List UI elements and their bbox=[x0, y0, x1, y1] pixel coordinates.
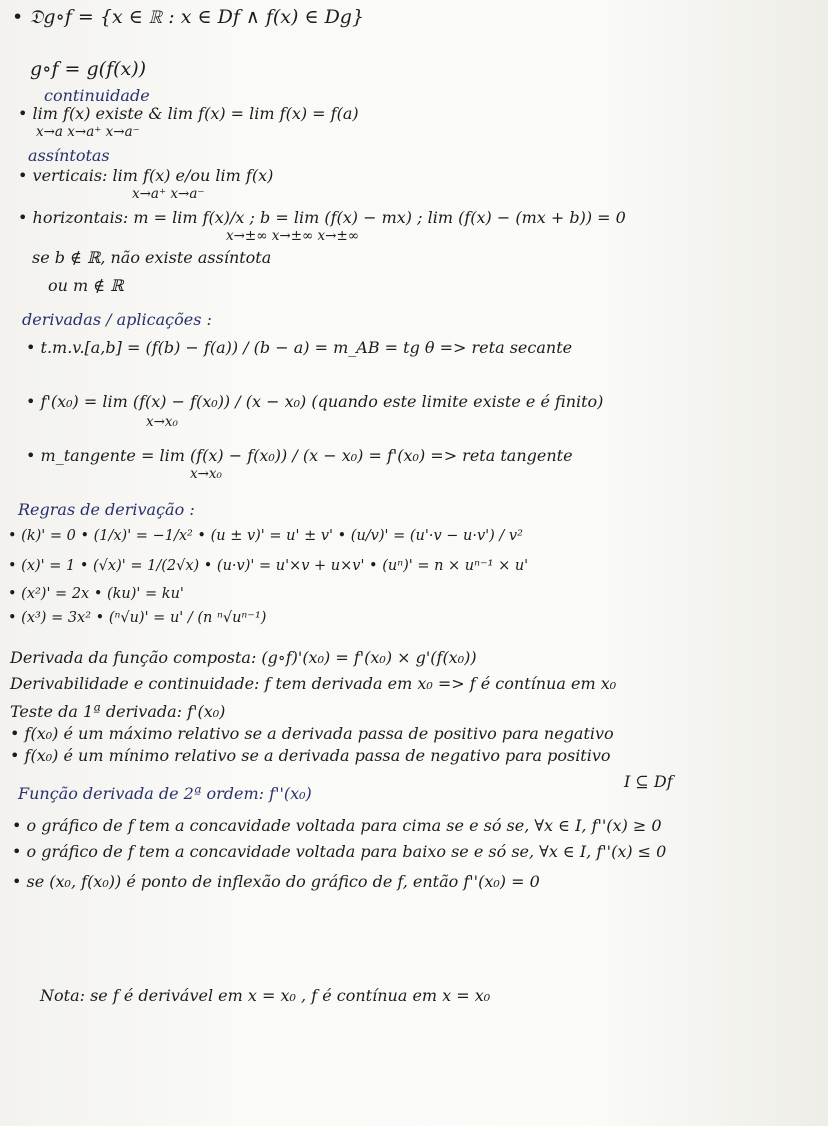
asymptote-note-2: ou m ∉ ℝ bbox=[48, 276, 124, 295]
relative-minimum: • f(x₀) é um mínimo relativo se a derivada passa de negativo para positivo bbox=[10, 746, 611, 765]
derivative-rules-row-3: • (x²)' = 2x • (ku)' = ku' bbox=[8, 586, 184, 602]
final-note: Nota: se f é derivável em x = x₀ , f é contínua em x = x₀ bbox=[40, 986, 491, 1005]
tangent-limit-subscript: x→x₀ bbox=[190, 466, 222, 482]
heading-continuidade: continuidade bbox=[44, 86, 150, 105]
composite-domain-definition: • 𝔇g∘f = {x ∈ ℝ : x ∈ Df ∧ f(x) ∈ Dg} bbox=[12, 6, 365, 28]
derivative-rules-row-4: • (x³) = 3x² • (ⁿ√u)' = u' / (n ⁿ√uⁿ⁻¹) bbox=[8, 610, 267, 626]
first-derivative-test: Teste da 1ª derivada: f'(x₀) bbox=[10, 702, 226, 721]
interval-subset-note: I ⊆ Df bbox=[624, 772, 673, 791]
concavity-down: • o gráfico de f tem a concavidade voltada para baixo se e só se, ∀x ∈ I, f''(x) ≤ 0 bbox=[12, 842, 667, 861]
chain-rule: Derivada da função composta: (g∘f)'(x₀) = f'(x₀) × g'(f(x₀)) bbox=[10, 648, 477, 667]
derivative-limit-subscript: x→x₀ bbox=[146, 414, 178, 430]
vertical-asymptotes-subscripts: x→a⁺ x→a⁻ bbox=[132, 186, 205, 202]
asymptote-note-1: se b ∉ ℝ, não existe assíntota bbox=[32, 248, 272, 267]
second-derivative-heading: Função derivada de 2ª ordem: f''(x₀) bbox=[18, 784, 312, 803]
heading-assintotas: assíntotas bbox=[28, 146, 110, 165]
heading-regras-derivacao: Regras de derivação : bbox=[18, 500, 195, 519]
inflection-point: • se (x₀, f(x₀)) é ponto de inflexão do gráfico de f, então f''(x₀) = 0 bbox=[12, 872, 540, 891]
composite-function-definition: g∘f = g(f(x)) bbox=[30, 58, 147, 80]
vertical-asymptotes: • verticais: lim f(x) e/ou lim f(x) bbox=[18, 166, 274, 185]
continuity-condition: • lim f(x) existe & lim f(x) = lim f(x) = f(a) bbox=[18, 104, 359, 123]
tangent-slope: • m_tangente = lim (f(x) − f(x₀)) / (x − x₀) = f'(x₀) => reta tangente bbox=[26, 446, 573, 465]
horizontal-asymptotes-subscripts: x→±∞ x→±∞ x→±∞ bbox=[226, 228, 360, 244]
derivative-rules-row-2: • (x)' = 1 • (√x)' = 1/(2√x) • (u·v)' = u'×v + u×v' • (uⁿ)' = n × uⁿ⁻¹ × u' bbox=[8, 558, 529, 574]
heading-derivadas-aplicacoes: derivadas / aplicações : bbox=[22, 310, 212, 329]
differentiability-continuity: Derivabilidade e continuidade: f tem derivada em x₀ => f é contínua em x₀ bbox=[10, 674, 617, 693]
concavity-up: • o gráfico de f tem a concavidade voltada para cima se e só se, ∀x ∈ I, f''(x) ≥ 0 bbox=[12, 816, 662, 835]
horizontal-asymptotes: • horizontais: m = lim f(x)/x ; b = lim (f(x) − mx) ; lim (f(x) − (mx + b)) = 0 bbox=[18, 208, 626, 227]
continuity-limit-subscripts: x→a x→a⁺ x→a⁻ bbox=[36, 124, 140, 140]
derivative-definition: • f'(x₀) = lim (f(x) − f(x₀)) / (x − x₀) (quando este limite existe e é finito) bbox=[26, 392, 604, 411]
derivative-rules-row-1: • (k)' = 0 • (1/x)' = −1/x² • (u ± v)' = u' ± v' • (u/v)' = (u'·v − u·v') / v² bbox=[8, 528, 523, 544]
tmv-definition: • t.m.v.[a,b] = (f(b) − f(a)) / (b − a) = m_AB = tg θ => reta secante bbox=[26, 338, 573, 357]
relative-maximum: • f(x₀) é um máximo relativo se a derivada passa de positivo para negativo bbox=[10, 724, 614, 743]
